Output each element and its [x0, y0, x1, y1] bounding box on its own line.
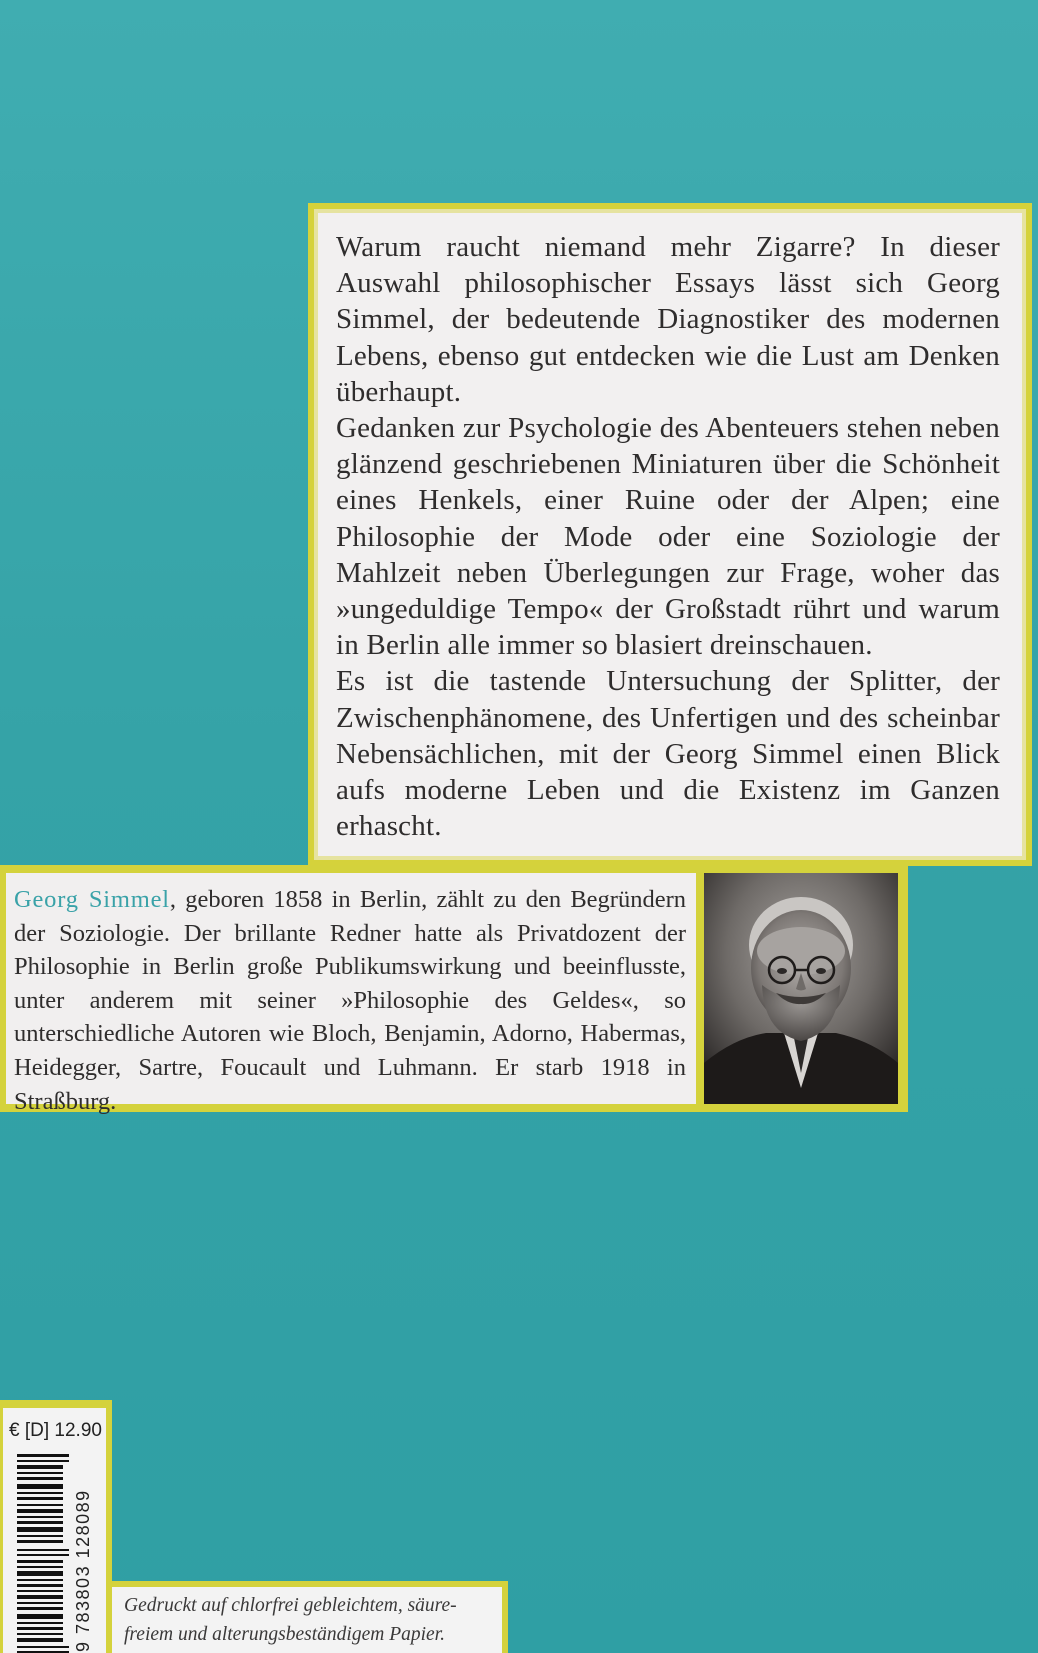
- price-label: € [D] 12.90: [9, 1420, 102, 1441]
- paper-note-panel: [112, 1587, 502, 1653]
- author-portrait-photo: [704, 873, 898, 1104]
- author-bio-panel: [6, 873, 696, 1115]
- blurb-paragraph-2: Gedanken zur Psychologie des Abenteuers stehen neben glänzend geschriebenen Miniaturen über die Schönheit eines Henkels, einer Ruine oder der Alpen; eine Philosophie der Mode oder eine Soziologie der Mahlzeit neben Überlegungen zur Frage, woher das »ungeduldige Tempo« der Großstadt rührt und warum in Berlin alle immer so blasiert dreinschauen.: [336, 412, 1000, 662]
- isbn-number: 9 783803 128089: [73, 1489, 93, 1652]
- price-barcode-frame: [0, 1400, 112, 1653]
- paper-note-frame: [112, 1581, 508, 1653]
- blurb-paragraph-3: Es ist die tastende Untersuchung der Splitter, der Zwischenphänomene, des Unfertigen und des scheinbar Nebensächlichen, mit der Georg Simmel einen Blick aufs moderne Leben und die Existenz im Ganzen erhascht.: [336, 665, 1000, 843]
- author-portrait-image: [704, 873, 898, 1104]
- author-bio-text: , geboren 1858 in Berlin, zählt zu den Begründern der Soziologie. Der brillante Redner hatte als Privatdozent der Philosophie in Berlin große Publikumswirkung und beeinflusste, unter anderem mit seiner »Philosophie des Geldes«, so unterschiedliche Autoren wie Bloch, Benjamin, Adorno, Habermas, Heidegger, Sartre, Foucault und Luhmann. Er starb 1918 in Straßburg.: [14, 886, 686, 1115]
- price-barcode-panel: [3, 1408, 106, 1653]
- blurb-panel: [318, 213, 1022, 856]
- paper-note-line-2: freiem und alterungsbeständigem Papier.: [124, 1624, 445, 1645]
- author-bio: [14, 883, 686, 1118]
- blurb-frame: [308, 203, 1032, 866]
- author-bio-frame: [0, 865, 908, 1115]
- paper-note-line-1: Gedruckt auf chlorfrei gebleichtem, säure-: [124, 1595, 457, 1616]
- barcode-icon: [17, 1454, 69, 1653]
- author-name: Georg Simmel: [14, 886, 170, 913]
- blurb-paragraph-1: Warum raucht niemand mehr Zigarre? In dieser Auswahl philosophischer Essays lässt sich Georg Simmel, der bedeutende Diagnostiker des modernen Lebens, ebenso gut entdecken wie die Lust am Denken überhaupt.: [336, 231, 1000, 408]
